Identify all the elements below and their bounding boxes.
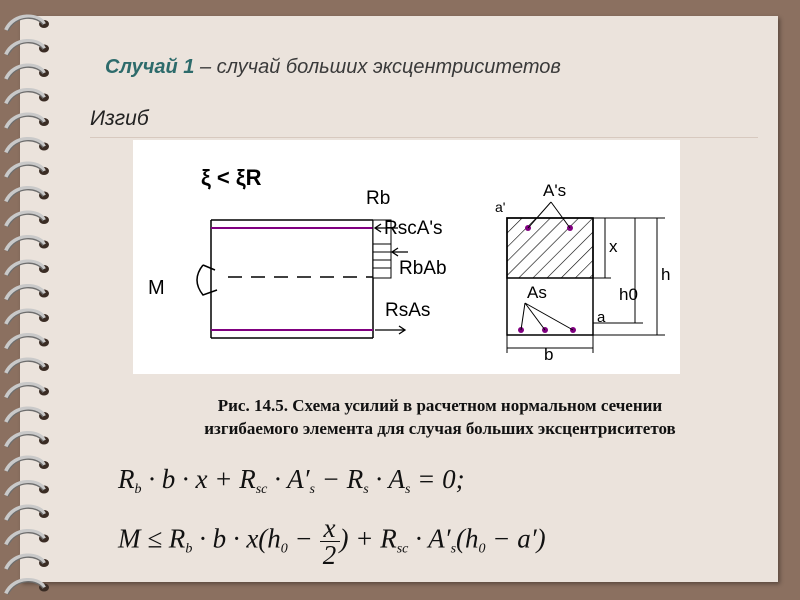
binding-ring: [6, 359, 49, 374]
binding-ring: [6, 335, 49, 350]
b-label: b: [544, 345, 554, 364]
force-diagram: [133, 140, 680, 374]
rs-as-label: RsAs: [385, 300, 431, 321]
moment-equation: $M \le R_b \cdot b \cdot x(h_0$ − $\frac{x}{2}$ ) + $R_{sc} \cdot A'_s(h_0 - a')$: [118, 513, 546, 570]
as-prime-label: A's: [543, 181, 567, 200]
as-label: As: [527, 283, 547, 302]
binding-ring: [6, 90, 49, 105]
title-rest: – случай больших эксцентриситетов: [194, 56, 561, 78]
spiral-binding: [0, 0, 80, 600]
binding-ring: [6, 212, 49, 227]
binding-ring: [6, 188, 49, 203]
binding-ring: [6, 16, 49, 31]
h0-label: h0: [619, 285, 638, 304]
a-prime-label: a': [495, 199, 506, 215]
rs-arrow: [375, 326, 405, 334]
binding-ring: [6, 310, 49, 325]
binding-ring: [6, 506, 49, 521]
figure-caption: [95, 394, 785, 440]
x-label: x: [609, 237, 618, 256]
condition-label: ξ < ξR: [201, 165, 262, 190]
moment-arrow: [197, 265, 217, 295]
binding-ring: [6, 408, 49, 423]
equilibrium-equation: $R_b \cdot b \cdot x + R_{sc} \cdot A'_s - R_s \cdot A_s = 0$;: [118, 464, 465, 497]
caption-line-1: Рис. 14.5. Схема усилий в расчетном нормальном сечении: [217, 396, 663, 415]
binding-ring: [6, 482, 49, 497]
binding-ring: [6, 139, 49, 154]
binding-ring: [6, 237, 49, 252]
rb-top-label: Rb: [366, 188, 391, 209]
binding-ring: [6, 433, 49, 448]
divider: [90, 137, 758, 138]
title-case: Случай 1: [105, 56, 195, 78]
cross-section: [495, 181, 670, 364]
binding-ring: [6, 163, 49, 178]
a-label: a: [597, 309, 606, 326]
slide-title: [105, 56, 561, 79]
binding-ring: [6, 65, 49, 80]
rsc-as-label: RscA's: [384, 218, 443, 239]
compressed-zone: [507, 218, 593, 278]
binding-ring: [6, 580, 49, 595]
h-label: h: [661, 265, 671, 284]
binding-ring: [6, 384, 49, 399]
moment-label: M: [148, 277, 165, 299]
x-over-2-fraction: $\frac{x}{2}$: [320, 515, 340, 568]
binding-ring: [6, 555, 49, 570]
binding-ring: [6, 457, 49, 472]
rb-ab-label: RbAb: [399, 258, 447, 279]
binding-ring: [6, 286, 49, 301]
binding-ring: [6, 261, 49, 276]
beam-elevation: [148, 188, 447, 338]
binding-ring: [6, 531, 49, 546]
rb-arrow: [392, 248, 408, 256]
binding-ring: [6, 114, 49, 129]
slide-subtitle: Изгиб: [90, 107, 149, 130]
caption-line-2: изгибаемого элемента для случая больших эксцентриситетов: [204, 419, 676, 438]
binding-ring: [6, 41, 49, 56]
